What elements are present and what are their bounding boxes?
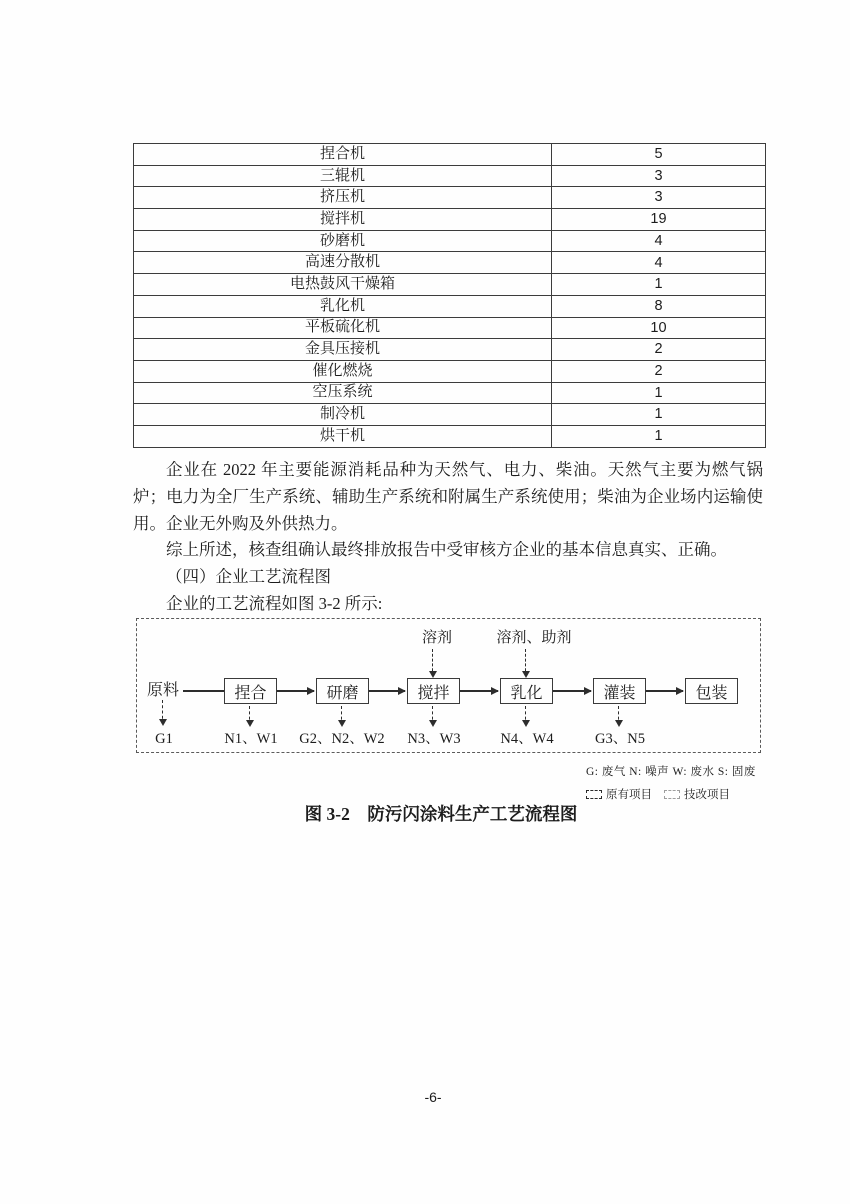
process-step-box-filling bbox=[593, 678, 646, 704]
equipment-name-cell: 砂磨机 bbox=[134, 230, 552, 252]
modified-project-box-icon bbox=[664, 790, 680, 799]
table-row bbox=[134, 165, 766, 187]
flow-arrow-right-icon bbox=[553, 690, 591, 692]
top-input-label-solvent-additive: 溶剂、助剂 bbox=[496, 630, 572, 646]
output-label-n3-w3: N3、W3 bbox=[407, 731, 461, 747]
process-step-label: 研磨 bbox=[326, 684, 359, 702]
paragraph-energy-consumption: 企业在 2022 年主要能源消耗品种为天然气、电力、柴油。天然气主要为燃气锅炉；电力为全厂生产系统、辅助生产系统和附属生产系统使用；柴油为企业场内运输使用。企业无外购及外供热力。 bbox=[133, 460, 763, 533]
table-row bbox=[134, 425, 766, 447]
equipment-name-cell: 乳化机 bbox=[134, 295, 552, 317]
equipment-count-cell: 3 bbox=[552, 165, 766, 187]
paragraph-figure-intro: 企业的工艺流程如图 3-2 所示: bbox=[166, 593, 383, 613]
existing-project-box-icon bbox=[586, 790, 602, 799]
equipment-name-cell: 电热鼓风干燥箱 bbox=[134, 274, 552, 296]
figure-caption: 图 3-2 防污闪涂料生产工艺流程图 bbox=[304, 804, 578, 824]
process-step-label: 乳化 bbox=[510, 684, 543, 702]
table-row bbox=[134, 187, 766, 209]
table-row bbox=[134, 230, 766, 252]
process-flow-diagram bbox=[136, 618, 761, 753]
process-step-box-emulsifying bbox=[500, 678, 553, 704]
table-row bbox=[134, 252, 766, 274]
equipment-name-cell: 挤压机 bbox=[134, 187, 552, 209]
table-row bbox=[134, 382, 766, 404]
flow-arrow-right-icon bbox=[277, 690, 314, 692]
equipment-count-cell: 1 bbox=[552, 382, 766, 404]
heading-section-four: （四）企业工艺流程图 bbox=[166, 567, 331, 587]
equipment-name-cell: 金具压接机 bbox=[134, 339, 552, 361]
equipment-count-cell: 19 bbox=[552, 209, 766, 231]
table-row bbox=[134, 209, 766, 231]
dashed-arrow-down-icon bbox=[525, 706, 526, 725]
dashed-arrow-down-icon bbox=[432, 706, 433, 725]
flow-line bbox=[183, 690, 224, 692]
equipment-name-cell: 空压系统 bbox=[134, 382, 552, 404]
top-input-label-solvent: 溶剂 bbox=[421, 630, 453, 646]
equipment-table-body bbox=[134, 144, 766, 448]
dashed-arrow-down-icon bbox=[525, 649, 526, 676]
legend-waste-codes: G: 废气 N: 噪声 W: 废水 S: 固废 bbox=[586, 766, 756, 778]
dashed-arrow-down-icon bbox=[249, 706, 250, 725]
process-step-label: 灌装 bbox=[603, 684, 636, 702]
output-label-g3-n5: G3、N5 bbox=[595, 731, 645, 747]
equipment-count-cell: 1 bbox=[552, 274, 766, 296]
equipment-name-cell: 高速分散机 bbox=[134, 252, 552, 274]
process-step-label: 包装 bbox=[695, 684, 728, 702]
equipment-count-cell: 8 bbox=[552, 295, 766, 317]
process-step-box-kneading bbox=[224, 678, 277, 704]
table-row bbox=[134, 274, 766, 296]
equipment-count-cell: 1 bbox=[552, 425, 766, 447]
dashed-arrow-down-icon bbox=[162, 700, 163, 724]
body-text-block bbox=[133, 457, 763, 618]
equipment-count-cell: 2 bbox=[552, 360, 766, 382]
dashed-arrow-down-icon bbox=[618, 706, 619, 725]
output-label-g1: G1 bbox=[155, 731, 173, 747]
equipment-count-cell: 3 bbox=[552, 187, 766, 209]
process-step-box-stirring bbox=[407, 678, 460, 704]
equipment-name-cell: 烘干机 bbox=[134, 425, 552, 447]
page-number: -6- bbox=[424, 1089, 442, 1105]
paragraph-conclusion: 综上所述，核查组确认最终排放报告中受审核方企业的基本信息真实、正确。 bbox=[166, 540, 727, 560]
table-row bbox=[134, 317, 766, 339]
legend-existing-label: 原有项目 bbox=[606, 789, 652, 801]
equipment-count-cell: 2 bbox=[552, 339, 766, 361]
equipment-count-cell: 4 bbox=[552, 252, 766, 274]
equipment-count-cell: 10 bbox=[552, 317, 766, 339]
equipment-name-cell: 制冷机 bbox=[134, 404, 552, 426]
equipment-name-cell: 搅拌机 bbox=[134, 209, 552, 231]
equipment-name-cell: 三辊机 bbox=[134, 165, 552, 187]
equipment-name-cell: 捏合机 bbox=[134, 144, 552, 166]
equipment-count-cell: 5 bbox=[552, 144, 766, 166]
equipment-count-cell: 1 bbox=[552, 404, 766, 426]
output-label-n4-w4: N4、W4 bbox=[500, 731, 554, 747]
flow-arrow-right-icon bbox=[646, 690, 683, 692]
table-row bbox=[134, 295, 766, 317]
dashed-arrow-down-icon bbox=[341, 706, 342, 725]
process-step-box-packing bbox=[685, 678, 738, 704]
process-step-box-grinding bbox=[316, 678, 369, 704]
output-label-g2-n2-w2: G2、N2、W2 bbox=[299, 731, 385, 747]
table-row bbox=[134, 404, 766, 426]
equipment-count-cell: 4 bbox=[552, 230, 766, 252]
flow-arrow-right-icon bbox=[460, 690, 498, 692]
table-row bbox=[134, 339, 766, 361]
flow-arrow-right-icon bbox=[369, 690, 405, 692]
process-step-label: 搅拌 bbox=[417, 684, 450, 702]
equipment-name-cell: 催化燃烧 bbox=[134, 360, 552, 382]
equipment-name-cell: 平板硫化机 bbox=[134, 317, 552, 339]
legend-project-types bbox=[586, 786, 738, 802]
output-label-n1-w1: N1、W1 bbox=[224, 731, 278, 747]
raw-material-label: 原料 bbox=[147, 682, 180, 699]
dashed-arrow-down-icon bbox=[432, 649, 433, 676]
equipment-table bbox=[133, 143, 766, 448]
legend-modified-label: 技改项目 bbox=[684, 789, 730, 801]
table-row bbox=[134, 144, 766, 166]
table-row bbox=[134, 360, 766, 382]
process-step-label: 捏合 bbox=[234, 684, 267, 702]
